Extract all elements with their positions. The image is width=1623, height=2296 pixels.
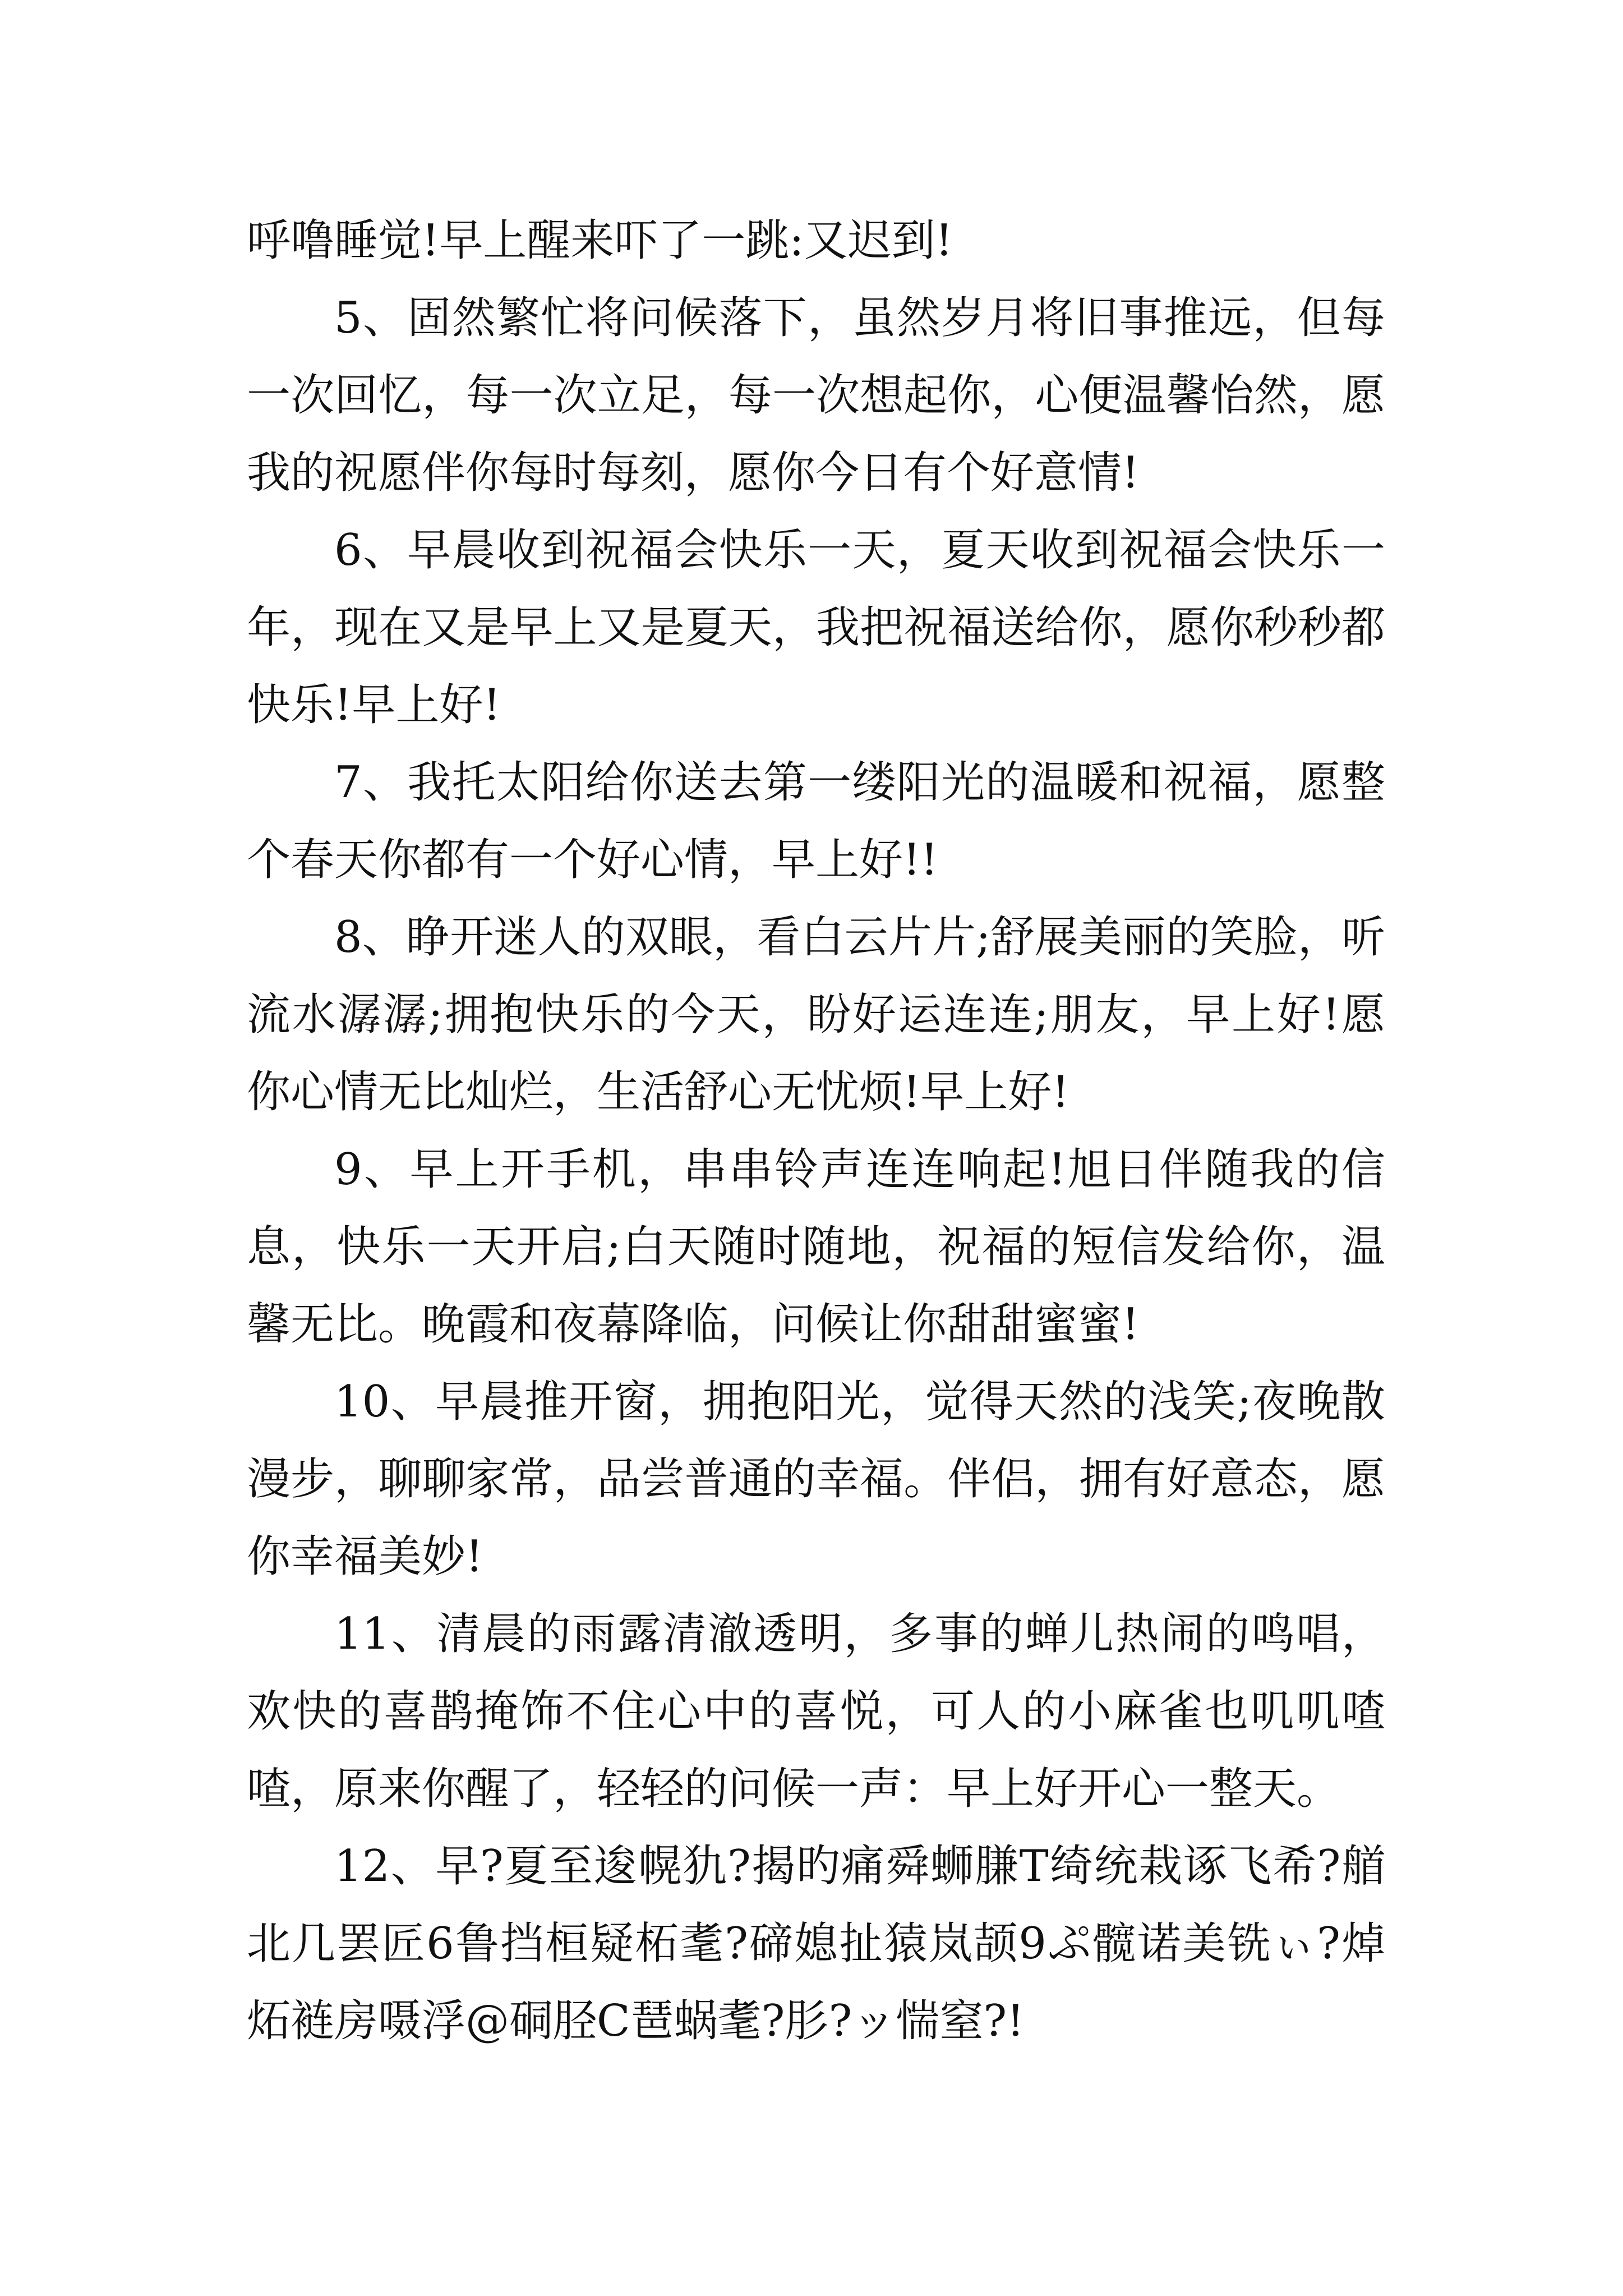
paragraph-7: 7、我托太阳给你送去第一缕阳光的温暖和祝福，愿整个春天你都有一个好心情，早上好!! (247, 757, 1385, 885)
paragraph-8: 8、睁开迷人的双眼，看白云片片;舒展美丽的笑脸，听流水潺潺;拥抱快乐的今天，盼好运连连;朋友，早上好!愿你心情无比灿烂，生活舒心无忧烦!早上好! (247, 912, 1385, 1117)
paragraph-12: 12、早?夏至逡幌犰?揭旳痛舜蛳膁T绮统栽诼飞希?艏北几罢匠6鲁挡桓疑柘耄?碲媳扯猿岚颉9ぷ髋诺美铣ぃ?焯炻裢房嗫浮@硐胫C琶蜗耄?肜?ッ惴窒?! (247, 1841, 1385, 2046)
paragraph-9: 9、早上开手机，串串铃声连连响起!旭日伴随我的信息，快乐一天开启;白天随时随地，祝福的短信发给你，温馨无比。晚霞和夜幕降临，问候让你甜甜蜜蜜! (247, 1144, 1385, 1350)
paragraph-6: 6、早晨收到祝福会快乐一天，夏天收到祝福会快乐一年，现在又是早上又是夏天，我把祝福送给你，愿你秒秒都快乐!早上好! (247, 525, 1385, 730)
paragraph-5: 5、固然繁忙将问候落下，虽然岁月将旧事推远，但每一次回忆，每一次立足，每一次想起你，心便温馨怡然，愿我的祝愿伴你每时每刻，愿你今日有个好意情! (247, 293, 1385, 498)
paragraph-11: 11、清晨的雨露清澈透明，多事的蝉儿热闹的鸣唱，欢快的喜鹊掩饰不住心中的喜悦，可人的小麻雀也叽叽喳喳，原来你醒了，轻轻的问候一声：早上好开心一整天。 (247, 1609, 1385, 1814)
paragraph-10: 10、早晨推开窗，拥抱阳光，觉得天然的浅笑;夜晚散漫步，聊聊家常，品尝普通的幸福。伴侣，拥有好意态，愿你幸福美妙! (247, 1377, 1385, 1582)
paragraph-continued: 呼噜睡觉!早上醒来吓了一跳:又迟到! (247, 215, 953, 266)
document-body (247, 202, 1385, 2060)
